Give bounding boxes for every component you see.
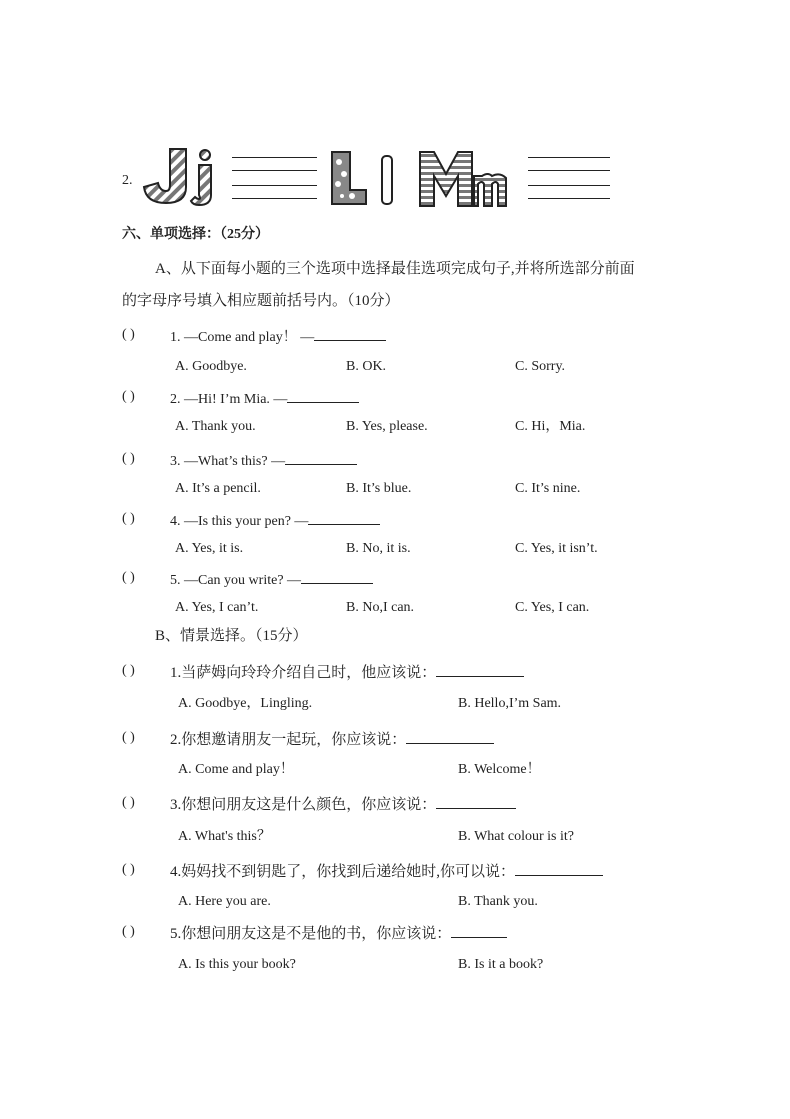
option-c: C. It’s nine. bbox=[515, 481, 581, 496]
letter-jj-graphic bbox=[140, 145, 220, 207]
option-c: C. Hi，Mia. bbox=[515, 419, 586, 434]
answer-paren[interactable]: ( ) bbox=[122, 730, 135, 745]
question-text: 5. —Can you write? — bbox=[170, 569, 373, 590]
question-text: 3. —What’s this? — bbox=[170, 450, 357, 471]
question-text: 5.你想问朋友这是不是他的书，你应该说： bbox=[170, 923, 507, 943]
option-a: A. Thank you. bbox=[175, 419, 256, 434]
answer-paren[interactable]: ( ) bbox=[122, 924, 135, 939]
answer-blank[interactable] bbox=[314, 326, 386, 341]
answer-blank[interactable] bbox=[287, 388, 359, 403]
answer-blank[interactable] bbox=[515, 861, 603, 876]
option-b: B. Is it a book? bbox=[458, 957, 544, 972]
option-a: A. What's this？ bbox=[178, 829, 271, 844]
option-a: A. Yes, I can’t. bbox=[175, 600, 259, 615]
writing-lines bbox=[528, 157, 610, 201]
answer-paren[interactable]: ( ) bbox=[122, 663, 135, 678]
answer-paren[interactable]: ( ) bbox=[122, 389, 135, 404]
question-text: 3.你想问朋友这是什么颜色，你应该说： bbox=[170, 794, 516, 814]
letter-mm-graphic bbox=[416, 148, 512, 208]
option-b: B. Welcome！ bbox=[458, 762, 541, 777]
option-a: A. Yes, it is. bbox=[175, 541, 244, 556]
part-a-instruction: A、从下面每小题的三个选项中选择最佳选项完成句子,并将所选部分前面 bbox=[155, 261, 635, 277]
option-a: A. Here you are. bbox=[178, 894, 271, 909]
answer-blank[interactable] bbox=[436, 662, 524, 677]
option-a: A. Come and play！ bbox=[178, 762, 294, 777]
answer-paren[interactable]: ( ) bbox=[122, 451, 135, 466]
option-a: A. Goodbye，Lingling. bbox=[178, 696, 313, 711]
option-b: B. It’s blue. bbox=[346, 481, 412, 496]
option-b: B. Hello,I’m Sam. bbox=[458, 696, 562, 711]
answer-paren[interactable]: ( ) bbox=[122, 862, 135, 877]
option-a: A. It’s a pencil. bbox=[175, 481, 261, 496]
option-c: C. Yes, I can. bbox=[515, 600, 590, 615]
answer-blank[interactable] bbox=[451, 923, 507, 938]
question-text: 4.妈妈找不到钥匙了，你找到后递给她时,你可以说： bbox=[170, 861, 603, 881]
question-text: 4. —Is this your pen? — bbox=[170, 510, 380, 531]
answer-paren[interactable]: ( ) bbox=[122, 795, 135, 810]
option-b: B. OK. bbox=[346, 359, 387, 374]
question-text: 2.你想邀请朋友一起玩，你应该说： bbox=[170, 729, 494, 749]
item-number: 2. bbox=[122, 173, 133, 188]
section-title: 六、单项选择：（25分） bbox=[122, 227, 269, 242]
answer-paren[interactable]: ( ) bbox=[122, 511, 135, 526]
option-b: B. No,I can. bbox=[346, 600, 415, 615]
answer-blank[interactable] bbox=[301, 569, 373, 584]
question-text: 1.当萨姆向玲玲介绍自己时，他应该说： bbox=[170, 662, 524, 682]
answer-blank[interactable] bbox=[436, 794, 516, 809]
option-a: A. Is this your book? bbox=[178, 957, 296, 972]
answer-blank[interactable] bbox=[285, 450, 357, 465]
option-c: C. Sorry. bbox=[515, 359, 566, 374]
option-c: C. Yes, it isn’t. bbox=[515, 541, 598, 556]
option-a: A. Goodbye. bbox=[175, 359, 247, 374]
answer-blank[interactable] bbox=[406, 729, 494, 744]
answer-paren[interactable]: ( ) bbox=[122, 570, 135, 585]
option-b: B. Thank you. bbox=[458, 894, 538, 909]
writing-lines bbox=[232, 157, 317, 201]
question-text: 2. —Hi! I’m Mia. — bbox=[170, 388, 359, 409]
option-b: B. What colour is it? bbox=[458, 829, 574, 844]
option-b: B. No, it is. bbox=[346, 541, 411, 556]
part-b-title: B、情景选择。（15分） bbox=[155, 628, 308, 644]
part-a-instruction: 的字母序号填入相应题前括号内。（10分） bbox=[122, 293, 400, 309]
letter-ll-graphic bbox=[328, 148, 408, 206]
option-b: B. Yes, please. bbox=[346, 419, 428, 434]
answer-paren[interactable]: ( ) bbox=[122, 327, 135, 342]
answer-blank[interactable] bbox=[308, 510, 380, 525]
question-text: 1. —Come and play！ — bbox=[170, 326, 386, 347]
